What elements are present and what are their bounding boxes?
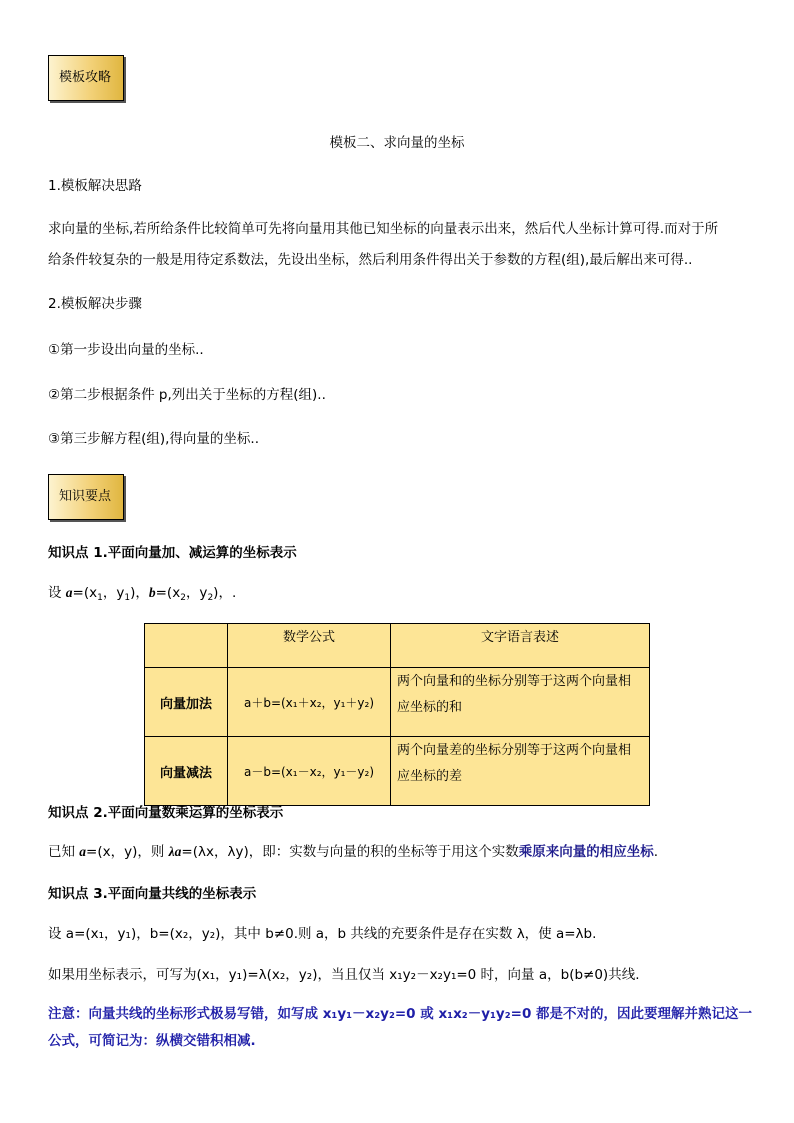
knowledge-point-3-line-1: 设 a=(x₁，y₁)，b=(x₂，y₂)，其中 b≠0.则 a，b 共线的充要条件是存在实数 λ，使 a=λb. [48, 926, 597, 942]
row-label: 向量减法 [145, 737, 228, 806]
knowledge-point-2-text: 已知 a=(x，y)，则 λa=(λx，λy)，即：实数与向量的积的坐标等于用这个实数乘原来向量的相应坐标. [48, 844, 659, 860]
table-row [145, 737, 650, 806]
table-header-cell: 文字语言表述 [391, 624, 650, 668]
section-tag-template: 模板攻略 [48, 55, 124, 101]
knowledge-point-3-line-2: 如果用坐标表示，可写为(x₁，y₁)=λ(x₂，y₂)，当且仅当 x₁y₂－x₂y₁=0 时，向量 a，b(b≠0)共线. [48, 967, 640, 983]
coordinate-operations-table [144, 623, 650, 806]
page-title: 模板二、求向量的坐标 [329, 135, 465, 151]
knowledge-point-1-setup: 设 $a=(x_1$，$y_1$)，$b=(x_2$，$y_2$)，. [48, 585, 237, 603]
note-line-1: 注意：向量共线的坐标形式极易写错，如写成 x₁y₁－x₂y₂=0 或 x₁x₂－y₁y₂=0 都是不对的，因此要理解并熟记这一 [48, 1006, 753, 1022]
row-label: 向量加法 [145, 668, 228, 737]
row-formula: a－b=(x₁－x₂，y₁－y₂) [228, 737, 391, 806]
step-3: ③第三步解方程(组),得向量的坐标.. [48, 431, 260, 447]
paragraph-line-1: 求向量的坐标,若所给条件比较简单可先将向量用其他已知坐标的向量表示出来，然后代人坐标计算可得.而对于所 [48, 221, 719, 237]
section-heading-2: 2.模板解决步骤 [48, 296, 142, 312]
row-description: 两个向量差的坐标分别等于这两个向量相应坐标的差 [391, 737, 650, 806]
table-header-row [145, 624, 650, 668]
table-header-cell: 数学公式 [228, 624, 391, 668]
step-1: ①第一步设出向量的坐标.. [48, 342, 204, 358]
paragraph-line-2: 给条件较复杂的一般是用待定系数法，先设出坐标，然后利用条件得出关于参数的方程(组),最后解出来可得.. [48, 252, 693, 268]
step-2: ②第二步根据条件 p,列出关于坐标的方程(组).. [48, 387, 326, 403]
knowledge-point-2-title: 知识点 2.平面向量数乘运算的坐标表示 [48, 805, 284, 821]
note-line-2: 公式，可简记为：纵横交错积相减. [48, 1033, 256, 1049]
row-formula: a＋b=(x₁＋x₂，y₁＋y₂) [228, 668, 391, 737]
row-description: 两个向量和的坐标分别等于这两个向量相应坐标的和 [391, 668, 650, 737]
section-heading-1: 1.模板解决思路 [48, 178, 142, 194]
table-header-cell [145, 624, 228, 668]
knowledge-point-3-title: 知识点 3.平面向量共线的坐标表示 [48, 886, 257, 902]
section-tag-knowledge: 知识要点 [48, 474, 124, 520]
knowledge-point-1-title: 知识点 1.平面向量加、减运算的坐标表示 [48, 545, 297, 561]
table-row [145, 668, 650, 737]
